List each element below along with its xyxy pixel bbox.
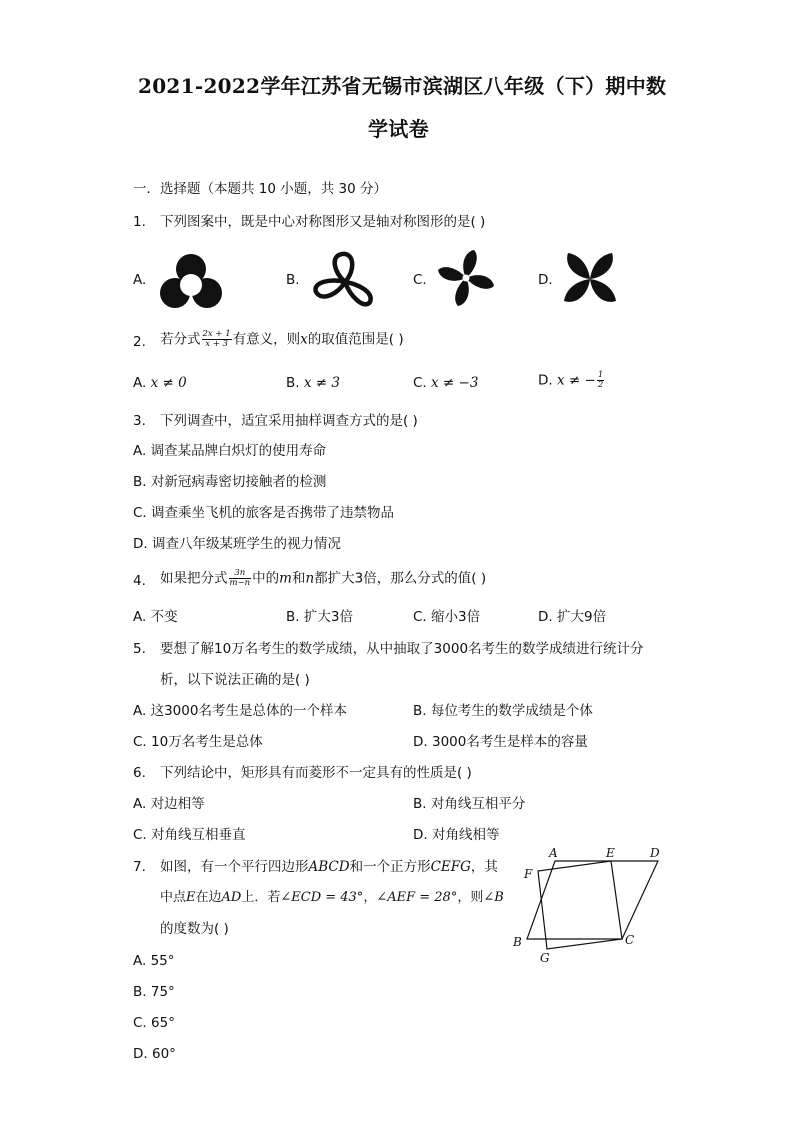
q7-text-line-3: 的度数为( ) <box>160 921 229 937</box>
q7-option-b: B. 75° <box>133 984 175 1000</box>
q1-number: 1. <box>133 214 146 230</box>
q5-option-b: B. 每位考生的数学成绩是个体 <box>413 703 593 719</box>
q5-option-d: D. 3000名考生是样本的容量 <box>413 734 588 750</box>
label-e: E <box>606 846 615 860</box>
q1-option-c-label: C. <box>413 272 427 288</box>
page-title-line-1: 2021-2022学年江苏省无锡市滨湖区八年级（下）期中数 <box>138 74 667 98</box>
q2-option-c: C. x ≠ −3 <box>413 375 479 391</box>
q4-option-b: B. 扩大3倍 <box>286 609 353 625</box>
four-blade-pinwheel-icon <box>434 246 498 310</box>
q2-option-a: A. x ≠ 0 <box>133 375 187 391</box>
q7-number: 7. <box>133 859 146 875</box>
q5-number: 5. <box>133 641 146 657</box>
q1-option-b-label: B. <box>286 272 300 288</box>
page-title-line-2: 学试卷 <box>368 117 429 141</box>
label-a: A <box>549 846 558 860</box>
q3-option-b: B. 对新冠病毒密切接触者的检测 <box>133 474 327 490</box>
q4-text: 如果把分式 $\frac{3n}{m-n}$ 中的m和n都扩大3倍，那么分式的值( ) <box>160 568 487 588</box>
q7-option-a: A. 55° <box>133 953 175 969</box>
q4-option-a: A. 不变 <box>133 609 178 625</box>
q6-option-d: D. 对角线相等 <box>413 827 500 843</box>
q4-option-c: C. 缩小3倍 <box>413 609 481 625</box>
parallelogram-abcd <box>527 861 658 939</box>
label-b: B <box>513 935 522 949</box>
q7-option-d: D. 60° <box>133 1046 176 1062</box>
q6-option-a: A. 对边相等 <box>133 796 205 812</box>
four-petal-flower-icon <box>560 249 620 309</box>
three-circle-trefoil-icon <box>158 250 224 312</box>
q3-option-a: A. 调查某品牌白炽灯的使用寿命 <box>133 443 327 459</box>
q2-text: 若分式 $\frac{2x + 1}{x + 3}$ 有意义，则x的取值范围是( ) <box>160 329 404 349</box>
q5-option-a: A. 这3000名考生是总体的一个样本 <box>133 703 347 719</box>
q6-option-c: C. 对角线互相垂直 <box>133 827 246 843</box>
q3-option-c: C. 调查乘坐飞机的旅客是否携带了违禁物品 <box>133 505 395 521</box>
q7-text-line-1: 如图，有一个平行四边形ABCD和一个正方形CEFG，其 <box>160 859 498 875</box>
q5-text-line-1: 要想了解10万名考生的数学成绩，从中抽取了3000名考生的数学成绩进行统计分 <box>160 641 644 657</box>
label-f: F <box>524 867 533 881</box>
q1-option-a-label: A. <box>133 272 147 288</box>
q4-fraction: $\frac{3n}{m-n}$ <box>229 568 251 588</box>
label-d: D <box>650 846 660 860</box>
q2-fraction: $\frac{2x + 1}{x + 3}$ <box>202 329 231 349</box>
q4-option-d: D. 扩大9倍 <box>538 609 607 625</box>
q6-number: 6. <box>133 765 146 781</box>
q5-option-c: C. 10万名考生是总体 <box>133 734 263 750</box>
q1-text: 下列图案中，既是中心对称图形又是轴对称图形的是( ) <box>160 214 486 230</box>
q1-option-d-label: D. <box>538 272 553 288</box>
q3-number: 3. <box>133 413 146 429</box>
q2-option-d: D. x ≠ − $\frac{1}{2}$ <box>538 370 604 390</box>
q7-text-line-2: 中点E在边AD上．若∠ECD = 43°，∠AEF = 28°，则∠B <box>160 890 504 905</box>
q6-option-b: B. 对角线互相平分 <box>413 796 526 812</box>
parallelogram-square-figure <box>505 845 675 970</box>
q7-option-c: C. 65° <box>133 1015 175 1031</box>
q6-text: 下列结论中，矩形具有而菱形不一定具有的性质是( ) <box>160 765 472 781</box>
q3-option-d: D. 调查八年级某班学生的视力情况 <box>133 536 341 552</box>
q3-text: 下列调查中，适宜采用抽样调查方式的是( ) <box>160 413 418 429</box>
section-heading: 一．选择题（本题共 10 小题，共 30 分） <box>133 181 388 197</box>
q5-text-line-2: 析，以下说法正确的是( ) <box>160 672 310 688</box>
label-g: G <box>540 951 550 965</box>
label-c: C <box>625 933 635 947</box>
q2-option-b: B. x ≠ 3 <box>286 375 340 391</box>
q4-number: 4. <box>133 573 146 589</box>
q2-number: 2. <box>133 334 146 350</box>
three-loop-propeller-icon <box>310 250 380 310</box>
